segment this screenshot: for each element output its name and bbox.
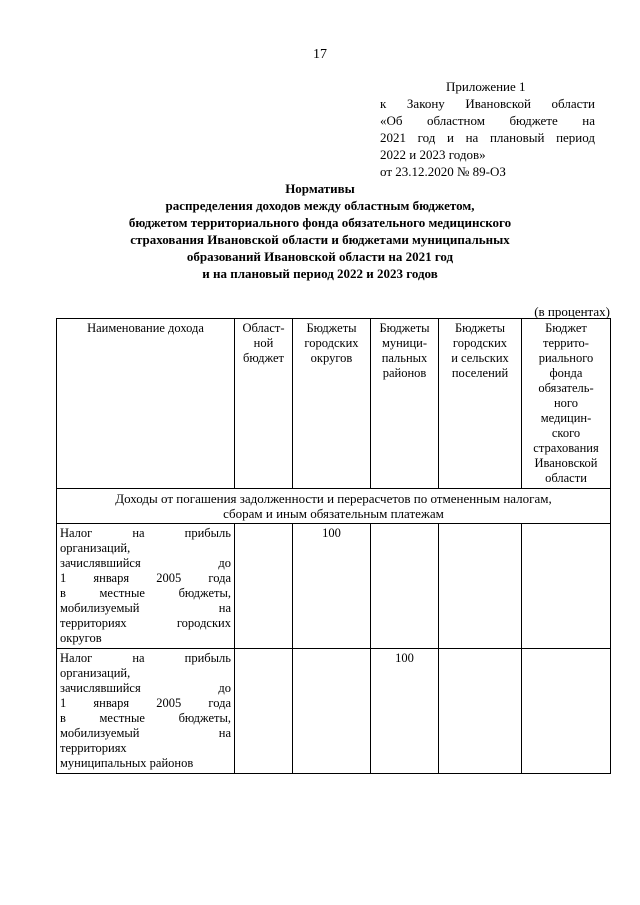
appendix-line: 2022 и 2023 годов»: [380, 147, 486, 162]
units-note: (в процентах): [534, 304, 610, 319]
header-municipal-districts: Бюджеты муници- пальных районов: [371, 319, 439, 489]
municipal-districts-value-cell: [371, 524, 439, 649]
header-regional-budget: Област- ной бюджет: [235, 319, 293, 489]
regional-value-cell: [235, 649, 293, 774]
regional-value-cell: [235, 524, 293, 649]
tfoms-value-cell: [522, 524, 611, 649]
income-name-cell: Налог на прибыль организаций, зачислявшийся до 1 января 2005 года в местные бюджеты, мобилизуемый на территориях городских округов: [57, 524, 235, 649]
settlements-value-cell: [439, 649, 522, 774]
norms-table: [56, 318, 611, 774]
header-income-name: Наименование дохода: [57, 319, 235, 489]
urban-districts-value-cell: 100: [293, 524, 371, 649]
appendix-line: «Об областном бюджете на: [380, 113, 595, 128]
header-tfoms-budget: Бюджет террито- риального фонда обязатель- ного медицин- ского страхования Ивановской области: [522, 319, 611, 489]
document-title: [80, 180, 560, 282]
header-settlements: Бюджеты городских и сельских поселений: [439, 319, 522, 489]
tfoms-value-cell: [522, 649, 611, 774]
section-title: Доходы от погашения задолженности и перерасчетов по отмененным налогам, сборам и иным обязательным платежам: [57, 489, 611, 524]
urban-districts-value-cell: [293, 649, 371, 774]
appendix-line: 2021 год и на плановый период: [380, 130, 595, 145]
table-row: [57, 649, 611, 774]
title-line: бюджетом территориального фонда обязательного медицинского: [128, 215, 512, 230]
header-urban-districts: Бюджеты городских округов: [293, 319, 371, 489]
appendix-line: к Закону Ивановской области: [380, 96, 595, 111]
title-line: образований Ивановской области на 2021 год: [186, 249, 454, 264]
title-line: распределения доходов между областным бюджетом,: [165, 198, 475, 213]
municipal-districts-value-cell: 100: [371, 649, 439, 774]
title-line: Нормативы: [285, 181, 355, 196]
income-name-cell: Налог на прибыль организаций, зачислявшийся до 1 января 2005 года в местные бюджеты, мобилизуемый на территориях муниципальных районов: [57, 649, 235, 774]
appendix-line: Приложение 1: [446, 79, 526, 94]
title-line: и на плановый период 2022 и 2023 годов: [202, 266, 438, 281]
settlements-value-cell: [439, 524, 522, 649]
section-header-row: [57, 489, 611, 524]
page-number: 17: [313, 47, 327, 62]
table-header-row: [57, 319, 611, 489]
appendix-reference: [380, 78, 595, 180]
table-row: [57, 524, 611, 649]
appendix-line: от 23.12.2020 № 89-ОЗ: [380, 164, 506, 179]
title-line: страхования Ивановской области и бюджетами муниципальных: [130, 232, 510, 247]
